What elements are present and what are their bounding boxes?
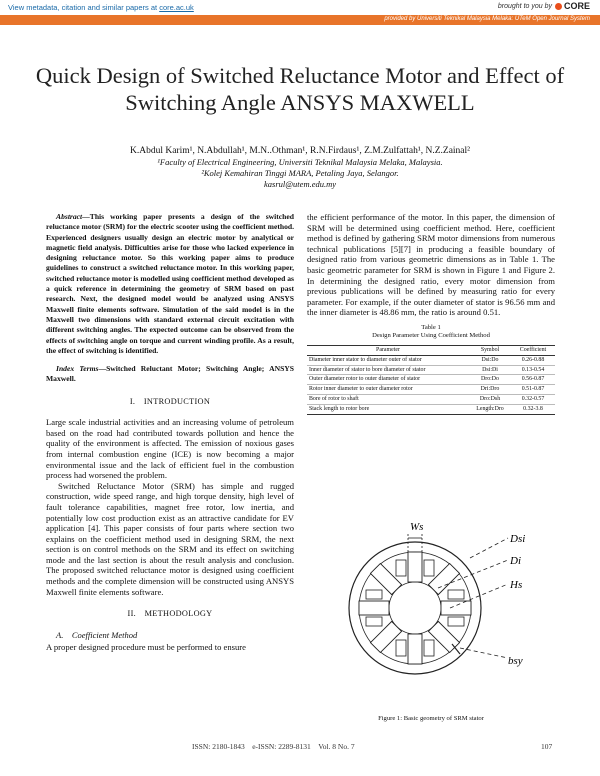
core-logo-text: CORE [563, 1, 590, 11]
paper-title: Quick Design of Switched Reluctance Motor and Effect of Switching Angle ANSYS MAXWELL [35, 63, 565, 115]
di-label: Di [510, 555, 521, 567]
table-row [307, 404, 555, 414]
design-parameter-table [307, 345, 555, 415]
stator-drawing [349, 542, 481, 674]
table-row [307, 365, 555, 375]
table-cell-symbol: Dsi:Do [469, 355, 511, 365]
core-metadata-text [8, 3, 194, 12]
core-metadata-label: View metadata, citation and similar papers at [8, 3, 160, 12]
hs-leader-line [450, 584, 508, 608]
winding-coil [424, 640, 434, 656]
subsection-coefficient-method: A. Coefficient Method [56, 629, 138, 640]
table-cell-parameter: Rotor inner diameter to outer diameter rotor [307, 385, 469, 395]
table-cell-parameter: Stack length to rotor bore [307, 404, 469, 414]
core-top-bar [0, 0, 600, 14]
winding-coil [448, 617, 464, 626]
table-cell-symbol: Length:Dro [469, 404, 511, 414]
table-cell-parameter: Diameter inner stator to diameter outer of stator [307, 355, 469, 365]
table-header-row [307, 345, 555, 355]
provided-by-text[interactable]: provided by Universiti Teknikal Malaysia Melaka: UTeM Open Journal System [384, 16, 590, 22]
affiliation-2: ²Kolej Kemahiran Tinggi MARA, Petaling Jaya, Selangor. [201, 168, 399, 178]
table-title: Design Parameter Using Coefficient Method [372, 332, 490, 340]
core-logo-icon [555, 3, 562, 10]
winding-coil [396, 560, 406, 576]
stator-pole [441, 601, 471, 615]
table-caption [307, 324, 555, 341]
section-introduction-heading: I. INTRODUCTION [129, 396, 211, 406]
table-cell-parameter: Outer diameter rotor to outer diameter of stator [307, 375, 469, 385]
abstract-text: —This working paper presents a design of the switched reluctance motor (SRM) for the electric scooter using the coefficient method. Experienced designers usually design an electric motor by analytical or magnetic field analysis. Difficulties arise for those who lacked experience in designing reluctance motor. So this working paper aims to produce guidelines to construct a switched reluctance motor. In this working paper, switched reluctance motor is modelled using coefficient method developed as a quick reference in determining the geometry of SRM based on past research. Next, the designed model would be analyzed using ANSYS Maxwell finite elements software. Simulation of the said model is in the Maxwell two dimensions with standard external circuit excitation with different switching angles. The expected outcome can be observed from the effects of switching angle on torque and current winding profile. As a result, the effect of switching is identified. [46, 212, 294, 355]
intro-paragraph-2: Switched Reluctance Motor (SRM) has simple and rugged construction, wide speed range, and high torque density, high level of fault tolerance capabilities, magnet free rotor, low inertia, and potentially low cost production exist as an attractive candidate for EV application [4]. This paper consists of four parts where section two explains on the coefficient method used in designing SRM, the next section is on control methods on the SRM and its effect on switching mode and the last section is about the result analysis and conclusion. The proposed switched reluctance motor is designed using coefficient methods and the complete dimension will be constructed using ANSYS Maxwell finite elements software. [46, 480, 294, 597]
table-cell-coefficient: 0.56-0.87 [511, 375, 555, 385]
table-cell-symbol: Dro:Do [469, 375, 511, 385]
page-number: 107 [541, 742, 553, 751]
hs-label: Hs [510, 579, 523, 591]
author-block [30, 145, 570, 190]
bsy-leader-line [460, 648, 508, 658]
stator-pole [359, 601, 389, 615]
affiliation-1: ¹Faculty of Electrical Engineering, Universiti Teknikal Malaysia Melaka, Malaysia. [157, 157, 443, 167]
provided-by-bar [0, 15, 600, 25]
index-terms-label: Index Terms [56, 364, 99, 374]
core-brought-by[interactable] [498, 1, 590, 11]
table-header-coefficient: Coefficient [511, 345, 555, 355]
table-cell-symbol: Dsi:Di [469, 365, 511, 375]
right-paragraph-1: the efficient performance of the motor. In this paper, the dimension of SRM will be determined using coefficient method. Here, coefficient method is defined by gathering SRM motor dimensions from numerous technical publications [5][7] in producing a feasible boundary of designed ratio from various geometric dimensions as in Table 1. The basic geometric parameter for SRM is shown in Figure 1 and Figure 2. In determining the designed ratio, every motor dimension from previous publications will be defined by measuring ratio for every parameter. For example, if the outer diameter of stator is 96.56 mm and the inner diameter is 48.86 mm, the ratio is around 0.51. [307, 212, 555, 318]
brought-by-label: brought to you by [497, 2, 552, 10]
left-column [46, 212, 294, 653]
winding-coil [424, 560, 434, 576]
table-cell-coefficient: 0.51-0.87 [511, 385, 555, 395]
bsy-label: bsy [508, 655, 523, 667]
table-row [307, 375, 555, 385]
journal-footer: ISSN: 2180-1843 e-ISSN: 2289-8131 Vol. 8 No. 7 [192, 742, 355, 751]
winding-coil [366, 590, 382, 599]
abstract [46, 212, 294, 356]
author-email: kasrul@utem.edu.my [263, 179, 337, 189]
table-header-parameter: Parameter [307, 345, 469, 355]
table-row [307, 394, 555, 404]
table-cell-coefficient: 0.32-0.57 [511, 394, 555, 404]
srm-stator-figure [330, 508, 530, 693]
table-cell-symbol: Dro:Dsh [469, 394, 511, 404]
core-logo[interactable] [555, 1, 590, 11]
abstract-label: Abstract [56, 212, 83, 221]
table-cell-coefficient: 0.13-0.54 [511, 365, 555, 375]
winding-coil [448, 590, 464, 599]
figure-caption: Figure 1: Basic geometry of SRM stator [378, 715, 484, 722]
table-header-symbol: Symbol [469, 345, 511, 355]
stator-pole [408, 552, 422, 582]
author-list: K.Abdul Karim¹, N.Abdullah¹, M.N..Othman¹, R.N.Firdaus¹, Z.M.Zulfattah¹, N.Z.Zainal² [129, 146, 471, 156]
index-terms-text: —Switched Reluctant Motor; Switching Angle; ANSYS Maxwell. [46, 364, 295, 384]
intro-paragraph-1: Large scale industrial activities and an increasing volume of petroleum based on the road had contributed towards pollution and hence the quality of the environment is affected. The emission of noxious gases from internal combustion engine (ICE) is now becoming a major environmental issue and the lack of efficient fuel in the combustion process had worsened the problem. [46, 417, 294, 481]
index-terms [46, 364, 294, 385]
table-cell-parameter: Inner diameter of stator to bore diameter of stator [307, 365, 469, 375]
right-column [307, 212, 555, 415]
table-label: Table 1 [421, 323, 441, 331]
section-methodology-heading: II. METHODOLOGY [127, 609, 213, 619]
table-cell-parameter: Bore of rotor to shaft [307, 394, 469, 404]
table-cell-coefficient: 0.26-0.88 [511, 355, 555, 365]
dsi-leader-line [470, 538, 508, 558]
core-link[interactable]: core.ac.uk [159, 3, 194, 12]
table-cell-symbol: Dri:Dro [469, 385, 511, 395]
table-row [307, 355, 555, 365]
table-row [307, 385, 555, 395]
table-cell-coefficient: 0.32-3.8 [511, 404, 555, 414]
winding-coil [396, 640, 406, 656]
ws-label: Ws [410, 521, 424, 533]
dsi-label: Dsi [510, 533, 526, 545]
method-paragraph-1: A proper designed procedure must be performed to ensure [46, 642, 246, 653]
winding-coil [366, 617, 382, 626]
stator-pole [408, 634, 422, 664]
